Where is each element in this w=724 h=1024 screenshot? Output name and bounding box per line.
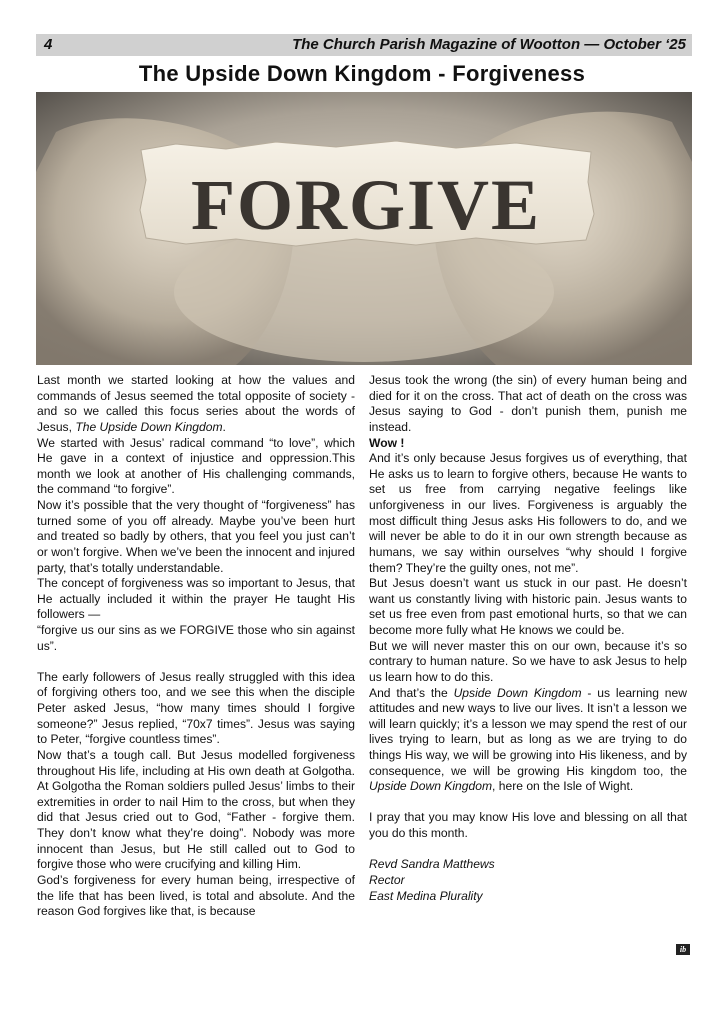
spacer bbox=[369, 842, 687, 858]
paragraph-1: Last month we started looking at how the values and commands of Jesus seemed the total opposite of society - and so we called this focus series about the words of Jesus, The Upside Down Kingdom. bbox=[37, 373, 355, 434]
paragraph-12: And that’s the Upside Down Kingdom - us learning new attitudes and new ways to live our lives. It isn’t a lesson we will learn quickly; it’s a lesson we may spend the rest of our lives trying to learn, but as long as we are trying to do things His way, we will be growing into His likeness, and by consequence, we will be growing His kingdom too, the Upside Down Kingdom, here on the Isle of Wight. bbox=[369, 685, 687, 794]
signature-role: Rector bbox=[369, 872, 405, 887]
paragraph-2: We started with Jesus’ radical command “to love”, which He gave in a context of injustice and oppression.This month we look at another of His challenging commands, the command “to forgive”. bbox=[37, 435, 355, 497]
paragraph-3: Now it’s possible that the very thought of “forgiveness” has turned some of you off already. Maybe you’ve been hurt and treated so badly by others, that you feel you just can’t or won’t forgive. When we’ve been the innocent and injured party, that’s totally understandable. bbox=[37, 498, 355, 575]
spacer bbox=[37, 654, 355, 670]
article-title: The Upside Down Kingdom - Forgiveness bbox=[138, 61, 586, 86]
header-bar bbox=[36, 34, 692, 56]
paragraph-7: God’s forgiveness for every human being, irrespective of the life that has been lived, is total and absolute. And the reason God forgives like that, is because bbox=[37, 872, 355, 919]
prayer-quote: “forgive us our sins as we FORGIVE those who sin against us”. bbox=[37, 623, 355, 653]
wow-heading: Wow ! bbox=[369, 435, 405, 450]
paragraph-5: The early followers of Jesus really struggled with this idea of forgiving others too, and we see this when the disciple Peter asked Jesus, “how many times should I forgive someone?” Jesus replied, “70x7 times”. Jesus was saying to Peter, “forgive countless times”. bbox=[37, 669, 355, 747]
forgive-photo bbox=[36, 92, 692, 365]
paragraph-10: But Jesus doesn’t want us stuck in our past. He doesn’t want us constantly living with historic pain. Jesus wants to set us free even from past emotional hurts, so that we can become more fully what He knows we could be. bbox=[369, 576, 687, 637]
forgive-word: FORGIVE bbox=[190, 165, 542, 245]
spacer bbox=[369, 795, 687, 811]
closing-blessing: I pray that you may know His love and blessing on all that you do this month. bbox=[369, 810, 687, 841]
hands-holding-paper-image bbox=[36, 92, 692, 365]
magazine-title: The Church Parish Magazine of Wootton — October ‘25 bbox=[292, 36, 686, 53]
signature-name: Revd Sandra Matthews bbox=[369, 857, 495, 872]
ib-logo-icon: ib bbox=[676, 944, 690, 955]
signature-parish: East Medina Plurality bbox=[369, 888, 483, 903]
paragraph-11: But we will never master this on our own, because it’s so contrary to human nature. So we have to ask Jesus to help us learn how to do this. bbox=[369, 638, 687, 684]
paragraph-9: And it’s only because Jesus forgives us of everything, that He asks us to learn to forgive others, because He wants to set us free from carrying negative feelings like unforgiveness in our lives. Forgiveness is arguably the most difficult thing Jesus asks His followers to do, and we will never be able to do it in our own strength because as humans, we say within ourselves “why should I forgive them? They’re the guilty ones, not me”. bbox=[369, 451, 687, 575]
right-column bbox=[369, 373, 687, 904]
page-number: 4 bbox=[44, 36, 53, 53]
paragraph-8: Jesus took the wrong (the sin) of every human being and died for it on the cross. That act of death on the cross was Jesus saying to God - don’t punish them, punish me instead. bbox=[369, 373, 687, 434]
left-column bbox=[37, 373, 355, 920]
paragraph-4: The concept of forgiveness was so important to Jesus, that He actually included it within the prayer He taught His followers — bbox=[37, 576, 355, 622]
paragraph-6: Now that’s a tough call. But Jesus modelled forgiveness throughout His life, including at His own death at Golgotha. At Golgotha the Roman soldiers pulled Jesus’ limbs to their extremities in order to nail Him to the cross, but when they did that Jesus cried out to God, “Father - forgive them. They don’t know what they’re doing”. Nobody was more innocent than Jesus, but He still called out to God to forgive those who were crucifying and killing Him. bbox=[37, 747, 355, 872]
